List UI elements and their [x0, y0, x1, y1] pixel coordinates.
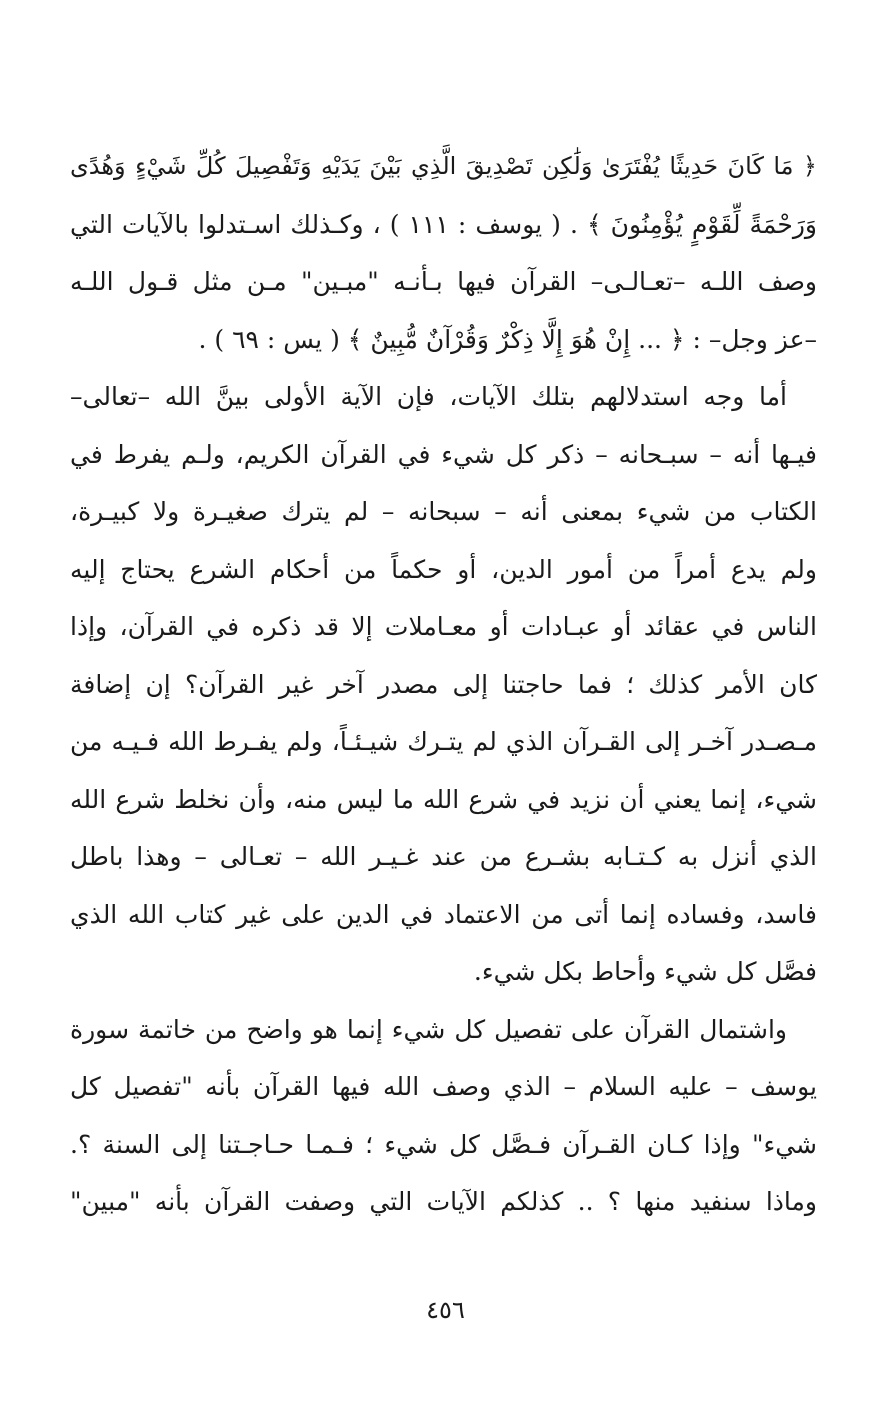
text-line: فصَّل كل شيء وأحاط بكل شيء.: [473, 957, 817, 986]
text-line: –عز وجل– : ﴿ ... إِنْ هُوَ إِلَّا ذِكْرٌ وَقُرْآنٌ مُّبِينٌ ﴾ ( يس : ٦٩ ) .: [198, 324, 817, 354]
text-line: ﴿ مَا كَانَ حَدِيثًا يُفْتَرَىٰ وَلَٰكِن تَصْدِيقَ الَّذِي بَيْنَ يَدَيْهِ وَتَفْصِيلَ كُلِّ شَيْءٍ وَهُدًى: [70, 152, 817, 180]
text-line: ولم يدع أمراً من أمور الدين، أو حكماً من أحكام الشرع يحتاج إليه: [70, 554, 817, 584]
paragraph: [70, 1001, 817, 1231]
text-line: واشتمال القرآن على تفصيل كل شيء إنما هو واضح من خاتمة سورة: [70, 1014, 787, 1044]
text-line: الكتاب من شيء بمعنى أنه – سبحانه – لم يترك صغيـرة ولا كبيـرة،: [70, 497, 817, 526]
page-number: ٤٥٦: [426, 1296, 465, 1324]
paragraph: [70, 368, 817, 1001]
text-line: يوسف – عليه السلام – الذي وصف الله فيها القرآن بأنه "تفصيل كل: [70, 1072, 817, 1101]
text-line: وَرَحْمَةً لِّقَوْمٍ يُؤْمِنُونَ ﴾ . ( يوسف : ١١١ ) ، وكـذلك اسـتدلوا بالآيات التي: [70, 209, 817, 239]
paragraph: [70, 138, 817, 368]
text-line: مـصـدر آخـر إلى القـرآن الذي لم يتـرك شيـئـاً، ولم يفـرط الله فـيـه من: [70, 727, 817, 756]
page-body: [70, 138, 817, 1231]
text-line: وصف اللـه –تعـالـى– القرآن فيها بـأنـه "مبـين" مـن مثل قـول اللـه: [70, 267, 817, 296]
text-line: فاسد، وفساده إنما أتى من الاعتماد في الدين على غير كتاب الله الذي: [70, 899, 817, 929]
text-line: شيء" وإذا كـان القـرآن فـصَّل كل شيء ؛ فـمـا حـاجـتنا إلى السنة ؟.: [70, 1129, 817, 1159]
text-line: أما وجه استدلالهم بتلك الآيات، فإن الآية الأولى بينَّ الله –تعالى–: [70, 382, 787, 411]
text-line: فيـها أنه – سبـحانه – ذكر كل شيء في القرآن الكريم، ولـم يفرط في: [70, 439, 817, 469]
text-line: الذي أنزل به كـتـابه بشـرع من عند غـيـر الله – تعـالى – وهذا باطل: [70, 842, 817, 871]
text-line: شيء، إنما يعني أن نزيد في شرع الله ما ليس منه، وأن نخلط شرع الله: [70, 784, 817, 814]
text-line: وماذا سنفيد منها ؟ .. كذلكم الآيات التي وصفت القرآن بأنه "مبين": [70, 1187, 817, 1216]
text-line: الناس في عقائد أو عبـادات أو معـاملات إلا قد ذكره في القرآن، وإذا: [70, 612, 817, 641]
text-line: كان الأمر كذلك ؛ فما حاجتنا إلى مصدر آخر غير القرآن؟ إن إضافة: [70, 669, 817, 699]
